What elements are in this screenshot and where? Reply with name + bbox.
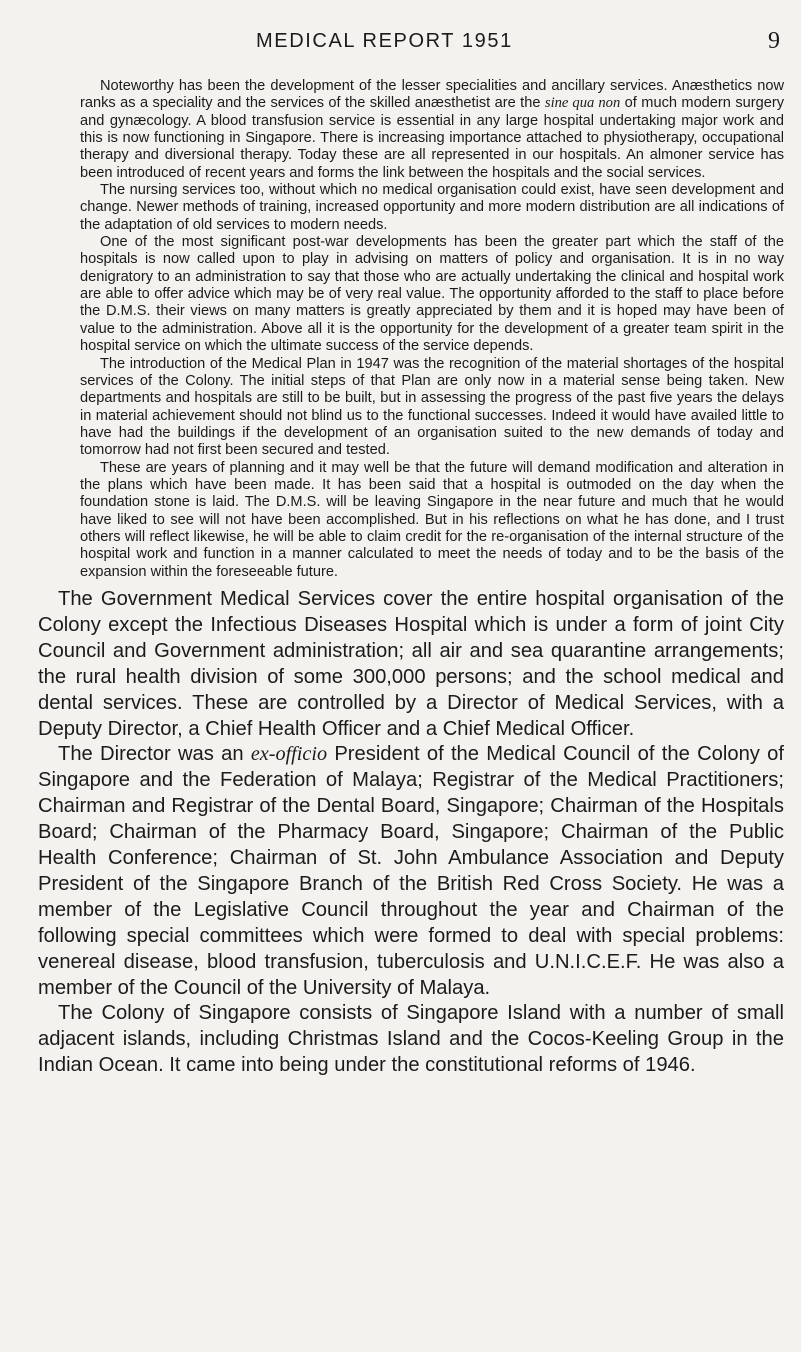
page-header	[60, 30, 784, 64]
paragraph-planning-years: These are years of planning and it may well be that the future will demand modification and alteration in the plans which have been made. It has been said that a hospital is outmoded on the day when the foundation stone is laid. The D.M.S. will be leaving Singapore in the near future and much that he would have liked to see will not have been accomplished. But in his reflections on what he has done, and I trust others will reflect likewise, he will be able to claim credit for the re-organisation of the internal structure of the hospital work and function in a manner calculated to meet the needs of today and to be the basis of the expansion within the foreseeable future.	[80, 459, 784, 580]
paragraph-ancillary-services: Noteworthy has been the development of the lesser specialities and ancillary services. Anæsthetics now ranks as a speciality and the services of the skilled anæsthetist are the sine qua non of much modern surgery and gynæcology. A blood transfusion service is essential in any large hospital undertaking major work and this is now functioning in Singapore. There is increasing importance attached to physiotherapy, occupational therapy and diversional therapy. Today these are all represented in our hospitals. An almoner service has been introduced of recent years and forms the link between the hospitals and the social services.	[80, 78, 784, 181]
paragraph-colony-of-singapore: The Colony of Singapore consists of Singapore Island with a number of small adjacent islands, including Christmas Island and the Cocos-Keeling Group in the Indian Ocean. It came into being under the constitutional reforms of 1946.	[38, 1002, 784, 1077]
running-title: MEDICAL REPORT 1951	[256, 30, 513, 52]
paragraph-post-war-developments: One of the most significant post-war developments has been the greater part which the staff of the hospitals is now called upon to play in advising on matters of policy and organisation. It is in no way denigratory to an administration to say that those who are actually undertaking the clinical and hospital work are able to offer advice which may be of very real value. The opportunity afforded to the staff to place before the D.M.S. their views on many matters is greatly appreciated by them and it is hoped may have been of value to the administration. Above all it is the opportunity for the development of a greater team spirit in the hospital service on which the ultimate success of the service depends.	[80, 234, 784, 355]
small-text-section	[60, 78, 784, 581]
paragraph-medical-plan: The introduction of the Medical Plan in 1947 was the recognition of the material shortages of the hospital services of the Colony. The initial steps of that Plan are only now in a material sense being taken. New departments and hospitals are still to be built, but in assessing the progress of the past five years the delays in material achievement should not blind us to the functional successes. Indeed it would have availed little to have had the buildings if the development of an organisation suited to the new demands of today and tomorrow had not first been secured and tested.	[80, 355, 784, 459]
paragraph-nursing-services: The nursing services too, without which no medical organisation could exist, have seen development and change. Newer methods of training, increased opportunity and more modern distribution are all indications of the adaptation of old services to modern needs.	[80, 182, 784, 233]
page-number: 9	[768, 28, 780, 54]
paragraph-government-medical-services: The Government Medical Services cover the entire hospital organisation of the Colony except the Infectious Diseases Hospital which is under a form of joint City Council and Government administration; all air and sea quarantine arrangements; the rural health division of some 300,000 persons; and the school medical and dental services. These are controlled by a Director of Medical Services, with a Deputy Director, a Chief Health Officer and a Chief Medical Officer.	[38, 587, 784, 740]
document-page	[38, 28, 784, 1079]
paragraph-director-roles: The Director was an ex-officio President of the Medical Council of the Colony of Singapore and the Federation of Malaya; Registrar of the Medical Practitioners; Chairman and Registrar of the Dental Board, Singapore; Chairman of the Hospitals Board; Chairman of the Pharmacy Board, Singapore; Chairman of the Public Health Conference; Chairman of St. John Ambulance Association and Deputy President of the Singapore Branch of the British Red Cross Society. He was a member of the Legislative Council throughout the year and Chairman of the following special committees which were formed to deal with special problems: venereal disease, blood transfusion, tuberculosis and U.N.I.C.E.F. He was also a member of the Council of the University of Malaya.	[38, 743, 784, 999]
large-text-section	[38, 587, 784, 1079]
